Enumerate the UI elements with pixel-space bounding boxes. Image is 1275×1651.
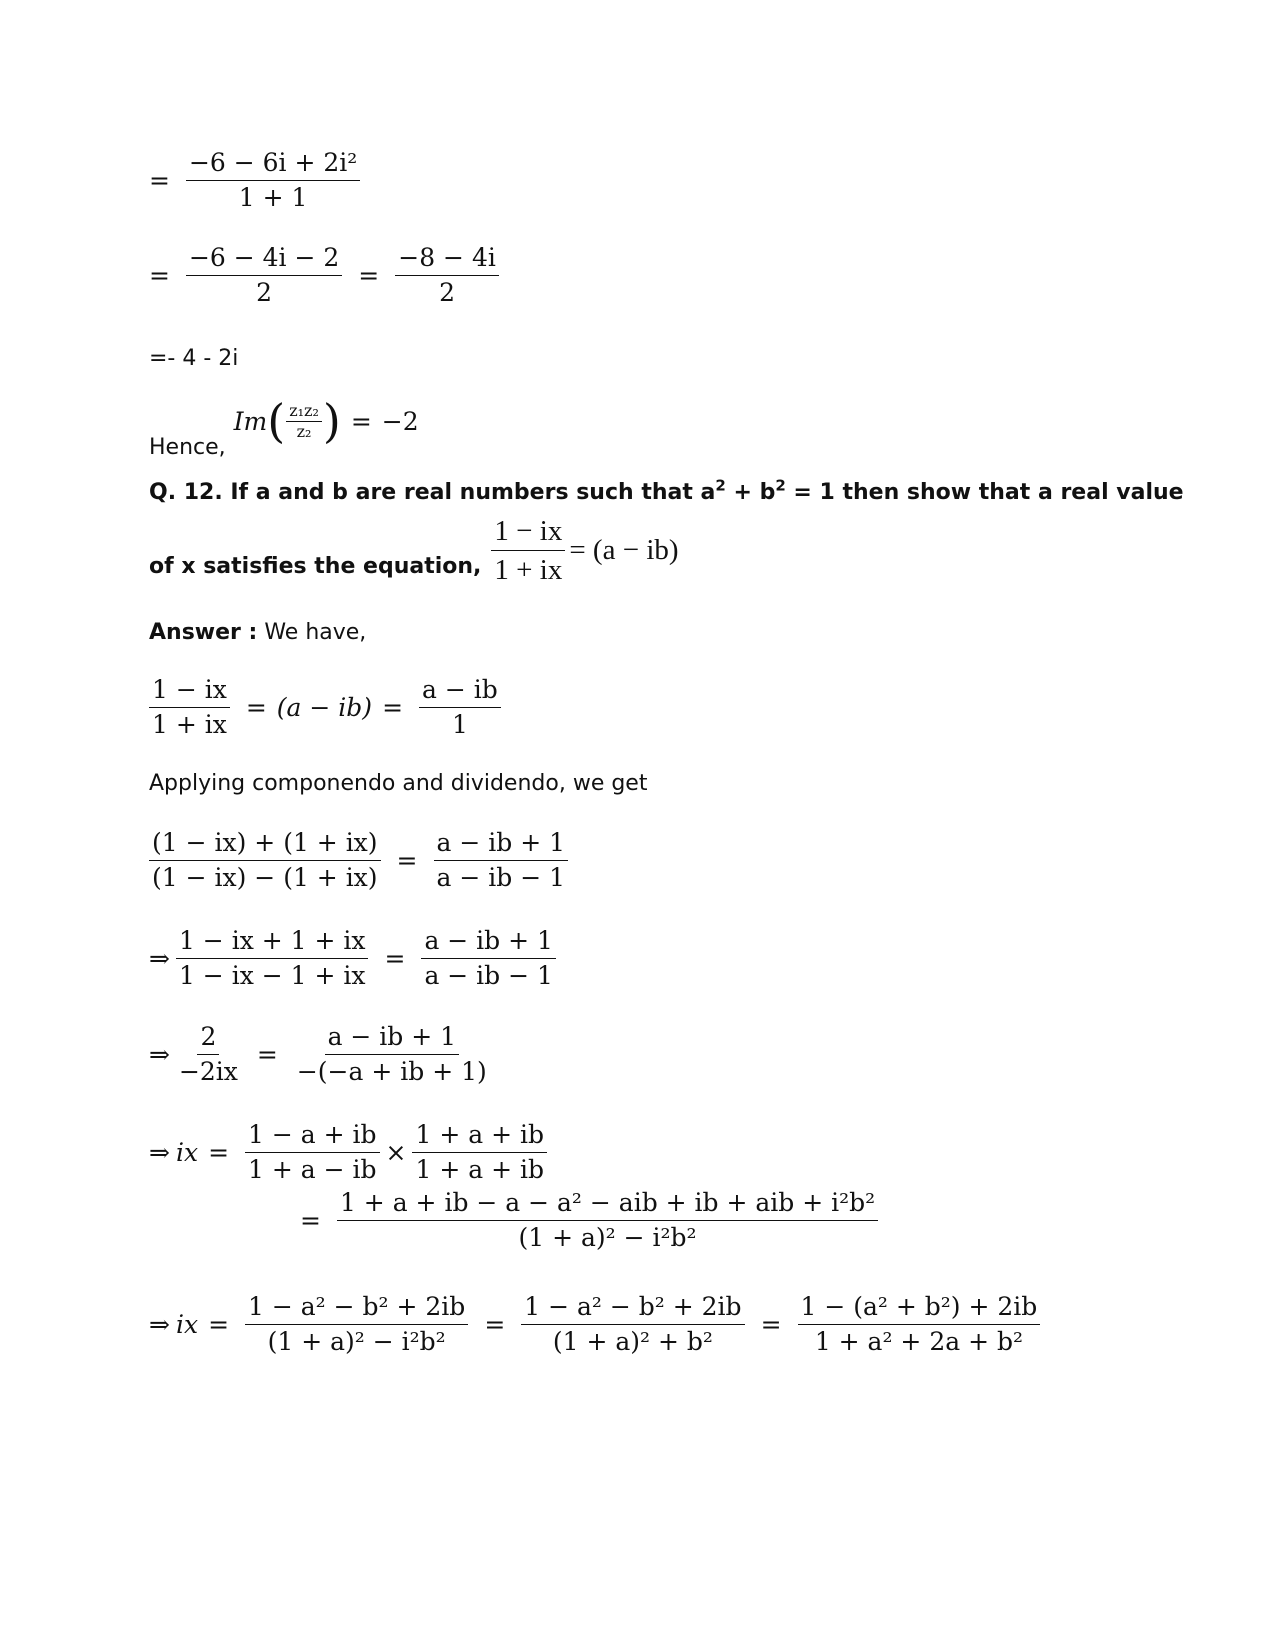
equals-sign: = — [350, 406, 372, 436]
fraction — [186, 146, 360, 215]
equals-sign: = — [396, 846, 418, 875]
numerator: −6 − 6i + 2i² — [186, 146, 360, 181]
denominator: z₂ — [296, 421, 312, 441]
equals-sign: = — [149, 166, 170, 195]
hence-line — [149, 394, 419, 462]
answer-label: Answer : — [149, 620, 258, 645]
imaginary-part-expression — [233, 394, 419, 448]
equals-sign: = — [484, 1310, 506, 1339]
equals-sign: = — [208, 1310, 230, 1339]
fraction-2 — [419, 673, 501, 742]
numerator: 1 − ix + 1 + ix — [176, 924, 369, 959]
denominator: (1 + a)² − i²b² — [518, 1223, 697, 1252]
numerator: −8 − 4i — [395, 241, 499, 276]
numerator: 1 + a + ib − a − a² − aib + ib + aib + i²b² — [337, 1186, 878, 1221]
numerator: a − ib + 1 — [325, 1020, 460, 1055]
fraction — [337, 1186, 878, 1255]
denominator: −2ix — [178, 1057, 238, 1086]
equals-sign: = — [149, 261, 170, 290]
numerator: 1 − a² − b² + 2ib — [245, 1290, 468, 1325]
fraction-1 — [245, 1118, 380, 1187]
implies-arrow: ⇒ — [149, 944, 170, 973]
applying-text: Applying componendo and dividendo, we get — [149, 771, 648, 796]
question-text: + b — [725, 480, 776, 505]
equation-rhs: = (a − ib) — [569, 534, 679, 566]
lhs: ix — [175, 1138, 199, 1167]
denominator: 1 + a + ib — [415, 1155, 544, 1184]
numerator: −6 − 4i − 2 — [186, 241, 342, 276]
lhs: ix — [175, 1310, 199, 1339]
fraction-2 — [294, 1020, 490, 1089]
fraction-1 — [176, 1020, 241, 1089]
denominator: 1 + ix — [494, 554, 563, 586]
expression: (a − ib) — [276, 693, 373, 722]
denominator: (1 + a)² − i²b² — [267, 1327, 446, 1356]
fraction-3 — [798, 1290, 1041, 1359]
fraction-1 — [245, 1290, 468, 1359]
fraction-2 — [412, 1118, 547, 1187]
question-text: of x satisfies the equation, — [149, 554, 482, 579]
superscript: 2 — [775, 476, 786, 495]
numerator: 1 − ix — [491, 512, 565, 551]
equals-sign: = — [358, 261, 380, 290]
implies-arrow: ⇒ — [149, 1040, 170, 1069]
step-7 — [149, 1290, 1046, 1359]
question-text: Q. 12. If a and b are real numbers such that a — [149, 480, 716, 505]
denominator: 1 — [451, 710, 468, 739]
small-fraction — [286, 401, 322, 442]
equals-sign: = — [382, 693, 404, 722]
answer-line — [149, 620, 366, 645]
hence-label: Hence, — [149, 435, 226, 460]
numerator: a − ib + 1 — [434, 826, 569, 861]
fraction-1 — [149, 673, 230, 742]
step-3 — [149, 924, 562, 993]
result-value: −2 — [381, 406, 419, 436]
numerator: a − ib — [419, 673, 501, 708]
math-line-1 — [149, 146, 366, 215]
equals-sign: = — [208, 1138, 230, 1167]
step-1 — [149, 673, 507, 742]
numerator: 2 — [197, 1020, 219, 1055]
step-2 — [149, 826, 574, 895]
step-4 — [149, 1020, 496, 1089]
denominator: 1 + 1 — [238, 183, 308, 212]
step-6 — [290, 1186, 884, 1255]
fraction-2 — [421, 924, 556, 993]
step-5 — [149, 1118, 553, 1187]
right-paren: ) — [322, 394, 341, 448]
numerator: z₁z₂ — [286, 401, 322, 422]
denominator: (1 + a)² + b² — [552, 1327, 713, 1356]
denominator: −(−a + ib + 1) — [296, 1057, 487, 1086]
fraction-1 — [149, 826, 381, 895]
numerator: (1 − ix) + (1 + ix) — [149, 826, 381, 861]
fraction — [491, 512, 565, 589]
question-12-line-2 — [149, 512, 679, 589]
equals-sign: = — [256, 1040, 278, 1069]
times-sign: × — [385, 1138, 407, 1167]
superscript: 2 — [715, 476, 726, 495]
fraction-1 — [186, 241, 342, 310]
denominator: 1 + ix — [152, 710, 227, 739]
numerator: 1 − (a² + b²) + 2ib — [798, 1290, 1041, 1325]
equals-sign: = — [300, 1206, 321, 1235]
numerator: 1 + a + ib — [412, 1118, 547, 1153]
answer-text: We have, — [257, 620, 367, 645]
numerator: 1 − ix — [149, 673, 230, 708]
math-line-2 — [149, 241, 505, 310]
denominator: 2 — [439, 278, 455, 307]
fraction-2 — [434, 826, 569, 895]
denominator: (1 − ix) − (1 + ix) — [152, 863, 378, 892]
fraction-1 — [176, 924, 369, 993]
im-operator: Im — [233, 406, 268, 436]
equals-sign: = — [245, 693, 267, 722]
denominator: 2 — [256, 278, 273, 307]
denominator: a − ib − 1 — [424, 961, 553, 990]
numerator: 1 − a² − b² + 2ib — [521, 1290, 744, 1325]
numerator: a − ib + 1 — [421, 924, 556, 959]
fraction-2 — [521, 1290, 744, 1359]
left-paren: ( — [267, 394, 286, 448]
implies-arrow: ⇒ — [149, 1310, 170, 1339]
result-line: =- 4 - 2i — [149, 346, 239, 371]
denominator: a − ib − 1 — [436, 863, 565, 892]
numerator: 1 − a + ib — [245, 1118, 380, 1153]
equals-sign: = — [760, 1310, 782, 1339]
equals-sign: = — [384, 944, 406, 973]
denominator: 1 + a² + 2a + b² — [814, 1327, 1024, 1356]
implies-arrow: ⇒ — [149, 1138, 170, 1167]
denominator: 1 − ix − 1 + ix — [178, 961, 366, 990]
question-12-line-1 — [149, 476, 1184, 505]
denominator: 1 + a − ib — [248, 1155, 377, 1184]
question-text: = 1 then show that a real value — [785, 480, 1184, 505]
fraction-2 — [395, 241, 499, 310]
question-equation — [491, 512, 678, 589]
